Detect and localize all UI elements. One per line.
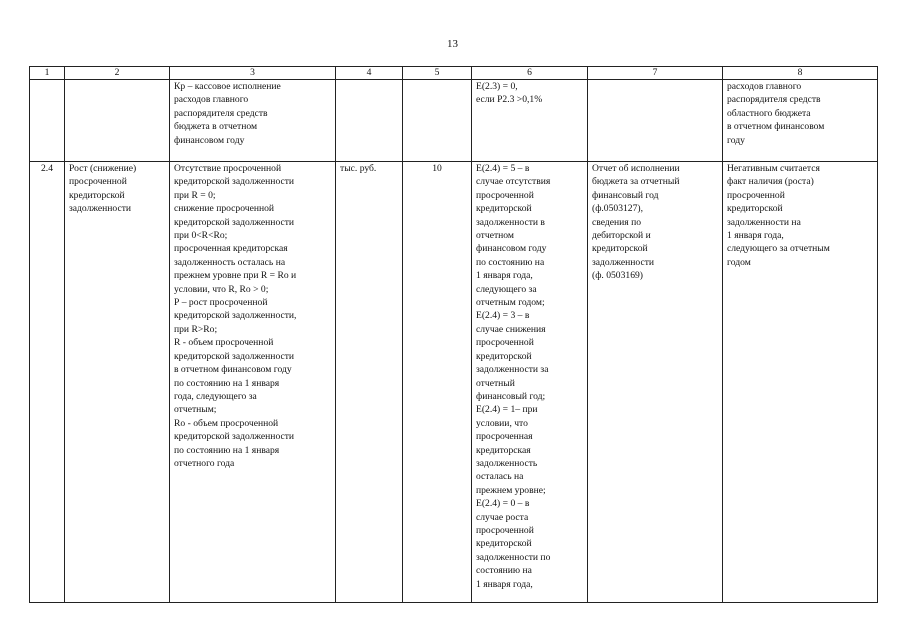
header-cell: 4 [336,67,403,80]
cell-line: просроченная [476,431,533,443]
cell-line: финансовом году [476,243,547,255]
cell-line: в отчетном финансовом [727,121,825,133]
cell-empty [30,80,65,162]
cell-line: случае роста [476,511,529,523]
cell-empty [588,80,723,162]
cell-line: кредиторской [592,243,648,255]
cell-line: года, следующего за [174,390,257,402]
table-row [30,162,878,603]
cell-line: финансовый год [592,189,659,201]
cell-line: расходов главного [174,94,249,106]
cell-line: дебиторской и [592,230,651,242]
cell-line: кредиторской задолженности [174,350,295,362]
cell-line: условии, что [476,417,528,429]
cell-line: задолженности [592,256,655,268]
cell-line: следующего за [476,283,537,295]
cell-line: отчетный [476,377,515,389]
cell-line: (ф.0503127), [592,203,643,215]
cell-line: задолженности за [476,364,549,376]
cell-line: по состоянию на 1 января [174,444,280,456]
cell-line: Ro - объем просроченной [174,417,279,429]
indicator-name-cell [65,162,170,603]
cell-line: снижение просроченной [174,203,275,215]
header-cell: 7 [588,67,723,80]
cell-line: 1 января года, [476,270,533,282]
cell-line: задолженности на [727,216,801,228]
cell-line: при 0<R<Ro; [174,230,228,242]
cell-line: финансовом году [174,134,245,146]
cell-line: распорядителя средств [727,94,821,106]
cell-line: просроченной [69,176,127,188]
cell-line: Отчет об исполнении [592,163,680,174]
cell-line: Е(2.4) = 5 – в [476,163,530,174]
cell-line: случае отсутствия [476,176,551,188]
cell-empty [336,80,403,162]
cell-line: по состоянию на 1 января [174,377,280,389]
header-cell: 1 [30,67,65,80]
header-cell: 2 [65,67,170,80]
scoring-line: Е(2.3) = 0, [476,81,518,92]
cell-line: кредиторской [476,538,532,550]
criteria-table [29,66,878,603]
cell-line: кредиторской задолженности, [174,310,297,322]
cell-line: финансовый год; [476,390,546,402]
cell-line: Негативным считается [727,163,820,174]
cell-line: задолженность [476,457,538,469]
cell-line: просроченной [476,189,534,201]
cell-line: Р – рост просроченной [174,297,268,309]
cell-line: просроченной [476,337,534,349]
cell-line: отчетном [476,230,514,242]
cell-line: кредиторская [476,444,531,456]
cell-line: задолженности в [476,216,545,228]
header-cell: 6 [472,67,588,80]
header-cell: 3 [170,67,336,80]
cell-line: задолженность осталась на [174,256,286,268]
cell-line: кредиторской [476,350,532,362]
cell-line: годом [727,256,751,268]
continuation-scoring-cell [472,80,588,162]
cell-line: отчетным годом; [476,297,545,309]
scoring-line [476,93,583,106]
source-cell [588,162,723,603]
comment-cell [723,162,878,603]
cell-empty [403,80,472,162]
cell-line: 1 января года, [476,578,533,590]
cell-line: просроченной [476,524,534,536]
cell-line: бюджета в отчетном [174,121,258,133]
cell-line: состоянию на [476,565,532,577]
cell-line: Кр – кассовое исполнение [174,81,281,92]
cell-line: Е(2.4) = 1– при [476,404,538,416]
cell-line: просроченной [727,189,785,201]
cell-line: случае снижения [476,323,546,335]
page-number: 13 [447,38,458,50]
cell-line: в отчетном финансовом году [174,364,292,376]
header-cell: 8 [723,67,878,80]
cell-line: задолженности [69,203,132,215]
cell-line: сведения по [592,216,642,228]
cell-line: 1 января года, [727,230,784,242]
continuation-comment-cell [723,80,878,162]
cell-line: условии, что R, Ro > 0; [174,283,269,295]
cell-line: кредиторской задолженности [174,176,295,188]
cell-line: по состоянию на [476,256,545,268]
condition-text: если Р2.3 >0,1% [476,94,543,106]
cell-line: R - объем просроченной [174,337,274,349]
cell-line: областного бюджета [727,107,811,119]
cell-line: кредиторской [727,203,783,215]
cell-line: отчетного года [174,457,235,469]
cell-line: расходов главного [727,81,802,92]
cell-line: Рост (снижение) [69,163,137,174]
cell-line: прежнем уровне при R = Ro и [174,270,297,282]
cell-line: Е(2.4) = 0 – в [476,498,530,510]
unit-cell: тыс. руб. [336,162,403,603]
header-row [30,67,878,80]
cell-line: задолженности по [476,551,551,563]
cell-line: кредиторской задолженности [174,216,295,228]
cell-line: следующего за отчетным [727,243,830,255]
cell-line: факт наличия (роста) [727,176,814,188]
continuation-row [30,80,878,162]
cell-line: отчетным; [174,404,217,416]
header-cell: 5 [403,67,472,80]
cell-line: распорядителя средств [174,107,268,119]
cell-line: при R>Ro; [174,323,218,335]
weight-cell: 10 [403,162,472,603]
continuation-description-cell [170,80,336,162]
cell-line: просроченная кредиторская [174,243,288,255]
indicator-description-cell [170,162,336,603]
cell-line: Отсутствие просроченной [174,163,282,174]
cell-empty [65,80,170,162]
cell-line: (ф. 0503169) [592,270,643,282]
cell-line: осталась на [476,471,524,483]
row-number: 2.4 [30,162,65,603]
cell-line: году [727,134,745,146]
scoring-cell [472,162,588,603]
cell-line: кредиторской [476,203,532,215]
cell-line: Е(2.4) = 3 – в [476,310,530,322]
cell-line: бюджета за отчетный [592,176,680,188]
cell-line: прежнем уровне; [476,484,546,496]
cell-line: кредиторской задолженности [174,431,295,443]
cell-line: кредиторской [69,189,125,201]
cell-line: при R = 0; [174,189,216,201]
